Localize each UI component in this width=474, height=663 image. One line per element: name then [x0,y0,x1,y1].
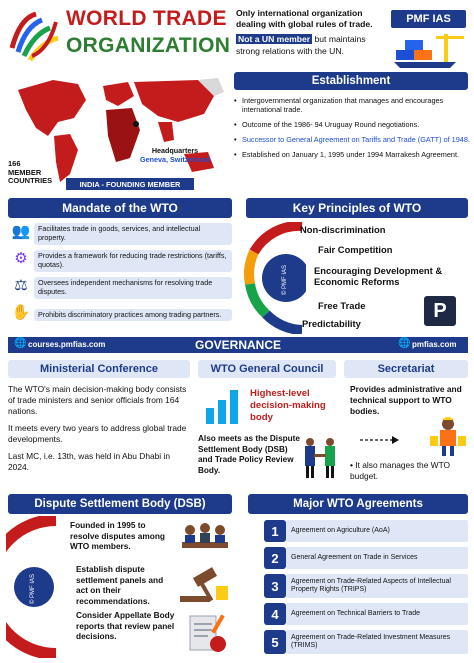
mandate-list [8,222,232,327]
agreement-item: Agreement on Trade-Related Aspects of Intellectual Property Rights (TRIPS) [286,574,468,598]
mandate-item: Provides a framework for reducing trade restrictions (tariffs, quotas). [34,250,232,272]
pmf-logo-icon: P [424,296,456,326]
globe-icon-right: 🌐 [398,338,411,349]
mandate-heading: Mandate of the WTO [8,198,232,218]
intro-line2: but maintains strong relations with the UN. [236,34,366,56]
trade-people-icon: 👥 [11,223,31,240]
worker-icon [428,414,468,458]
council-highlight: Highest-level decision-making body [250,388,326,423]
hq-title: Headquarters [151,146,199,155]
agreement-item: Agreement on Agriculture (AoA) [286,520,468,542]
secretariat-budget: It also manages the WTO budget. [350,460,451,481]
establishment-heading: Establishment [234,72,468,90]
agreement-number: 3 [264,574,286,598]
secretariat-text2: • It also manages the WTO budget. [350,460,451,481]
principle-item: Predictability [302,318,361,329]
principle-item: Non-discrimination [300,224,386,235]
ministerial-list [8,384,192,472]
hq-label [140,146,210,164]
brand-badge-top: PMF IAS [391,10,466,28]
gavel-icon [178,566,230,606]
site-link-right[interactable]: pmfias.com [412,340,457,349]
ministerial-item: The WTO's main decision-making body consists of trade ministers and senior officials from 164 nations. [8,384,187,416]
establishment-item: • Established on January 1, 1995 under 1994 Marrakesh Agreement. [234,150,470,159]
members-number: 166 [8,159,21,168]
wto-logo-icon [6,8,62,62]
agreement-number: 1 [264,520,286,542]
ministerial-item: Last MC, i.e. 13th, was held in Abu Dhabi in 2024. [8,450,171,472]
dsb-arc-icon [6,516,58,658]
mandate-item: Prohibits discriminatory practices among trading partners. [34,309,232,322]
agreement-item: Agreement on Technical Barriers to Trade [286,603,468,625]
members-label: MEMBER COUNTRIES [8,167,53,186]
prohibit-icon: ✋ [11,304,31,321]
page-title [66,6,231,60]
intro-badge: Not a UN member [238,34,311,45]
establishment-item: • Successor to General Agreement on Tariffs and Trade (GATT) of 1948. [234,135,470,144]
agreements-heading: Major WTO Agreements [248,494,468,514]
dsb-item: Establish dispute settlement panels and act on their recommendations. [76,564,164,606]
svg-text:© PMF IAS: © PMF IAS [30,573,36,605]
establishment-list [234,96,470,163]
secretariat-heading: Secretariat [344,360,468,378]
globe-icon-left: 🌐 [14,338,27,349]
members-count [8,160,68,186]
principles-heading: Key Principles of WTO [246,198,468,218]
agreements-list [264,520,468,654]
governance-heading: GOVERNANCE [194,338,281,352]
ministerial-item: It meets every two years to address global trade developments. [8,422,187,444]
principle-item: Free Trade [318,300,366,311]
hq-place: Geneva, Switzerland [140,155,210,164]
principle-item: Encouraging Development & Economic Reforms [314,265,443,288]
india-founding-badge: INDIA - FOUNDING MEMBER [66,178,194,190]
council-heading: WTO General Council [198,360,336,378]
svg-text:© PMF IAS: © PMF IAS [282,264,288,296]
intro-line1: Only international organization dealing with global rules of trade. [236,8,373,30]
principle-item: Fair Competition [318,244,393,255]
handshake-icon [302,436,338,480]
principles-arc-icon [236,222,306,334]
meeting-icon [178,518,232,558]
ministerial-heading: Ministerial Conference [8,360,190,378]
mandate-item: Facilitates trade in goods, services, and intellectual property. [34,223,232,245]
agreement-number: 2 [264,547,286,569]
arrow-right-icon [360,432,400,442]
governance-bar [8,337,468,353]
report-icon [184,612,230,656]
establishment-item: • Intergovernmental organization that manages and encourages international trade. [234,96,470,114]
agreement-item: Agreement on Trade-Related Investment Measures (TRIMS) [286,630,468,654]
title-line1: WORLD TRADE [66,7,227,30]
dsb-item: Founded in 1995 to resolve disputes among WTO members. [70,520,165,552]
hq-marker-icon [133,121,139,127]
dispute-icon: ⚖ [14,277,28,294]
framework-icon: ⚙ [14,250,28,267]
agreement-number: 5 [264,630,286,654]
secretariat-text1: Provides administrative and technical support to WTO bodies. [350,384,462,416]
site-link-left[interactable]: courses.pmfias.com [28,340,106,349]
shipping-crane-icon [392,32,468,70]
agreement-number: 4 [264,603,286,625]
mandate-item: Oversees independent mechanisms for resolving trade disputes. [34,277,232,299]
title-line2: ORGANIZATION [66,34,231,57]
agreement-item: General Agreement on Trade in Services [286,547,468,569]
intro-text [236,8,386,57]
establishment-item: • Outcome of the 1986- 94 Uruguay Round negotiations. [234,120,470,129]
dsb-item: Consider Appellate Body reports that review panel decisions. [76,610,175,642]
bar-chart-icon [202,386,246,426]
dsb-heading: Dispute Settlement Body (DSB) [8,494,232,514]
council-text: Also meets as the Dispute Settlement Body (DSB) and Trade Policy Review Body. [198,434,300,475]
